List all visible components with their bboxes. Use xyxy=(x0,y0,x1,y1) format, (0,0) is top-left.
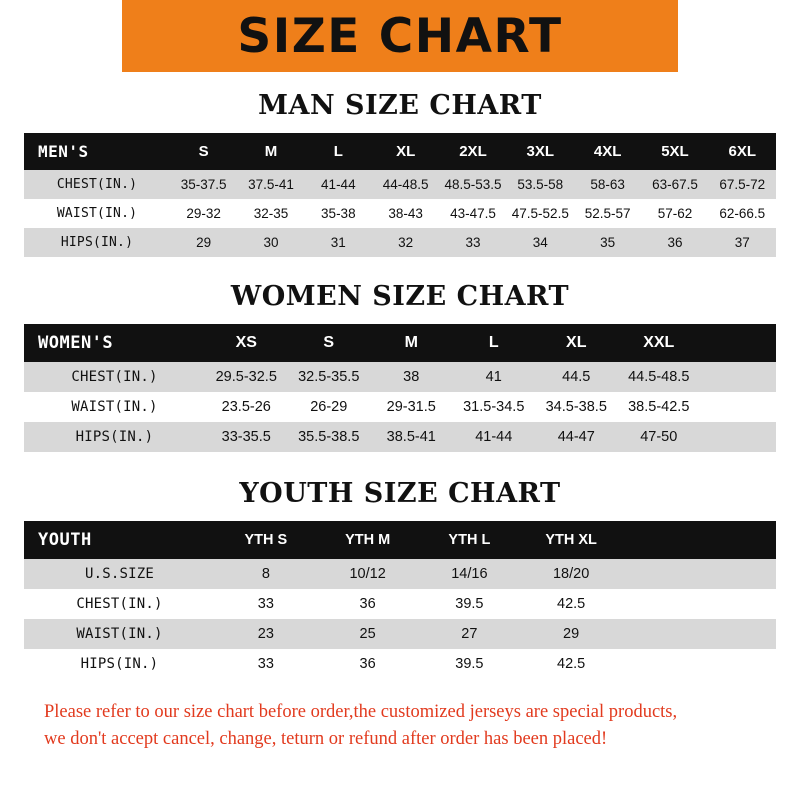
cell: 62-66.5 xyxy=(709,199,776,228)
cell: 36 xyxy=(317,649,419,679)
men-table-header xyxy=(24,133,776,170)
cell-spacer xyxy=(622,619,776,649)
cell: 44-48.5 xyxy=(372,170,439,199)
cell: 32 xyxy=(372,228,439,257)
cell: 58-63 xyxy=(574,170,641,199)
cell: 29-32 xyxy=(170,199,237,228)
table-row xyxy=(24,170,776,199)
youth-header-l: YTH L xyxy=(448,532,491,548)
table-row xyxy=(24,362,776,392)
women-table-header xyxy=(24,324,776,362)
table-row xyxy=(24,199,776,228)
women-size-table xyxy=(24,324,776,452)
cell: 38.5-41 xyxy=(370,422,453,452)
cell: 39.5 xyxy=(419,649,521,679)
cell: 47-50 xyxy=(618,422,701,452)
cell: 29.5-32.5 xyxy=(205,362,288,392)
men-header-xl: XL xyxy=(396,143,416,160)
table-row xyxy=(24,228,776,257)
women-header-xs: XS xyxy=(235,334,257,351)
content xyxy=(0,90,800,753)
youth-header-label: YOUTH xyxy=(38,530,92,550)
cell: 39.5 xyxy=(419,589,521,619)
cell-spacer xyxy=(622,589,776,619)
cell: 63-67.5 xyxy=(641,170,708,199)
cell: 35.5-38.5 xyxy=(288,422,371,452)
row-label: HIPS(IN.) xyxy=(24,649,215,679)
cell: 32-35 xyxy=(237,199,304,228)
youth-header-s: YTH S xyxy=(244,532,288,548)
cell: 36 xyxy=(317,589,419,619)
cell: 42.5 xyxy=(520,649,622,679)
youth-header-spacer xyxy=(622,521,776,559)
cell: 30 xyxy=(237,228,304,257)
cell: 10/12 xyxy=(317,559,419,589)
cell: 23.5-26 xyxy=(205,392,288,422)
table-row xyxy=(24,422,776,452)
men-header-l: L xyxy=(333,143,343,160)
cell: 35 xyxy=(574,228,641,257)
cell: 36 xyxy=(641,228,708,257)
cell: 27 xyxy=(419,619,521,649)
men-header-m: M xyxy=(264,143,278,160)
cell: 32.5-35.5 xyxy=(288,362,371,392)
women-header-s: S xyxy=(323,334,335,351)
cell: 38 xyxy=(370,362,453,392)
cell: 52.5-57 xyxy=(574,199,641,228)
cell: 44.5-48.5 xyxy=(618,362,701,392)
men-header-5xl: 5XL xyxy=(661,143,689,160)
row-label: WAIST(IN.) xyxy=(24,619,215,649)
women-header-label: WOMEN'S xyxy=(38,333,114,353)
youth-header-m: YTH M xyxy=(345,532,391,548)
cell: 35-37.5 xyxy=(170,170,237,199)
cell: 41 xyxy=(453,362,536,392)
men-header-6xl: 6XL xyxy=(728,143,757,160)
cell-spacer xyxy=(700,392,776,422)
cell: 37 xyxy=(709,228,776,257)
page-title: SIZE CHART xyxy=(237,8,563,64)
cell: 25 xyxy=(317,619,419,649)
cell: 44.5 xyxy=(535,362,618,392)
cell: 35-38 xyxy=(305,199,372,228)
table-row xyxy=(24,559,776,589)
cell-spacer xyxy=(700,362,776,392)
footer-note xyxy=(44,699,756,753)
cell: 38-43 xyxy=(372,199,439,228)
men-header-s: S xyxy=(198,143,209,160)
youth-table-header xyxy=(24,521,776,559)
cell: 41-44 xyxy=(305,170,372,199)
cell: 42.5 xyxy=(520,589,622,619)
footer-note-line1: Please refer to our size chart before order,the customized jerseys are special products, xyxy=(44,702,678,722)
table-header-row xyxy=(24,521,776,559)
cell: 31 xyxy=(305,228,372,257)
cell: 34.5-38.5 xyxy=(535,392,618,422)
cell: 29-31.5 xyxy=(370,392,453,422)
men-table-body xyxy=(24,170,776,257)
cell-spacer xyxy=(622,649,776,679)
cell: 18/20 xyxy=(520,559,622,589)
cell: 29 xyxy=(170,228,237,257)
cell: 53.5-58 xyxy=(507,170,574,199)
cell-spacer xyxy=(622,559,776,589)
row-label: CHEST(IN.) xyxy=(24,170,170,199)
cell: 37.5-41 xyxy=(237,170,304,199)
women-section-title: WOMEN SIZE CHART xyxy=(230,281,570,312)
row-label: WAIST(IN.) xyxy=(24,199,170,228)
youth-section-title: YOUTH SIZE CHART xyxy=(239,478,561,509)
cell: 29 xyxy=(520,619,622,649)
cell: 33 xyxy=(215,649,317,679)
cell: 33 xyxy=(439,228,506,257)
table-header-row xyxy=(24,133,776,170)
women-header-xl: XL xyxy=(566,334,587,351)
header-band xyxy=(0,0,800,72)
women-header-m: M xyxy=(404,334,418,351)
table-row xyxy=(24,619,776,649)
men-header-3xl: 3XL xyxy=(526,143,555,160)
row-label: WAIST(IN.) xyxy=(24,392,205,422)
cell: 67.5-72 xyxy=(709,170,776,199)
youth-size-table xyxy=(24,521,776,679)
cell: 26-29 xyxy=(288,392,371,422)
footer-note-line2: we don't accept cancel, change, teturn or refund after order has been placed! xyxy=(44,728,608,749)
cell: 47.5-52.5 xyxy=(507,199,574,228)
men-header-2xl: 2XL xyxy=(459,143,487,160)
women-table-body xyxy=(24,362,776,452)
youth-table-body xyxy=(24,559,776,679)
table-row xyxy=(24,649,776,679)
man-section-title: MAN SIZE CHART xyxy=(258,90,542,121)
cell: 43-47.5 xyxy=(439,199,506,228)
table-header-row xyxy=(24,324,776,362)
cell-spacer xyxy=(700,422,776,452)
table-row xyxy=(24,589,776,619)
cell: 57-62 xyxy=(641,199,708,228)
cell: 31.5-34.5 xyxy=(453,392,536,422)
cell: 33-35.5 xyxy=(205,422,288,452)
men-header-4xl: 4XL xyxy=(593,143,622,160)
cell: 38.5-42.5 xyxy=(618,392,701,422)
row-label: U.S.SIZE xyxy=(24,559,215,589)
women-header-l: L xyxy=(488,334,499,351)
row-label: CHEST(IN.) xyxy=(24,362,205,392)
table-row xyxy=(24,392,776,422)
row-label: CHEST(IN.) xyxy=(24,589,215,619)
cell: 14/16 xyxy=(419,559,521,589)
row-label: HIPS(IN.) xyxy=(24,422,205,452)
women-header-xxl: XXL xyxy=(643,334,675,351)
men-header-label: MEN'S xyxy=(38,142,89,161)
youth-header-xl: YTH XL xyxy=(545,532,597,548)
cell: 48.5-53.5 xyxy=(439,170,506,199)
cell: 8 xyxy=(215,559,317,589)
men-size-table xyxy=(24,133,776,257)
women-header-spacer xyxy=(700,324,776,362)
cell: 44-47 xyxy=(535,422,618,452)
cell: 34 xyxy=(507,228,574,257)
cell: 41-44 xyxy=(453,422,536,452)
cell: 33 xyxy=(215,589,317,619)
row-label: HIPS(IN.) xyxy=(24,228,170,257)
cell: 23 xyxy=(215,619,317,649)
